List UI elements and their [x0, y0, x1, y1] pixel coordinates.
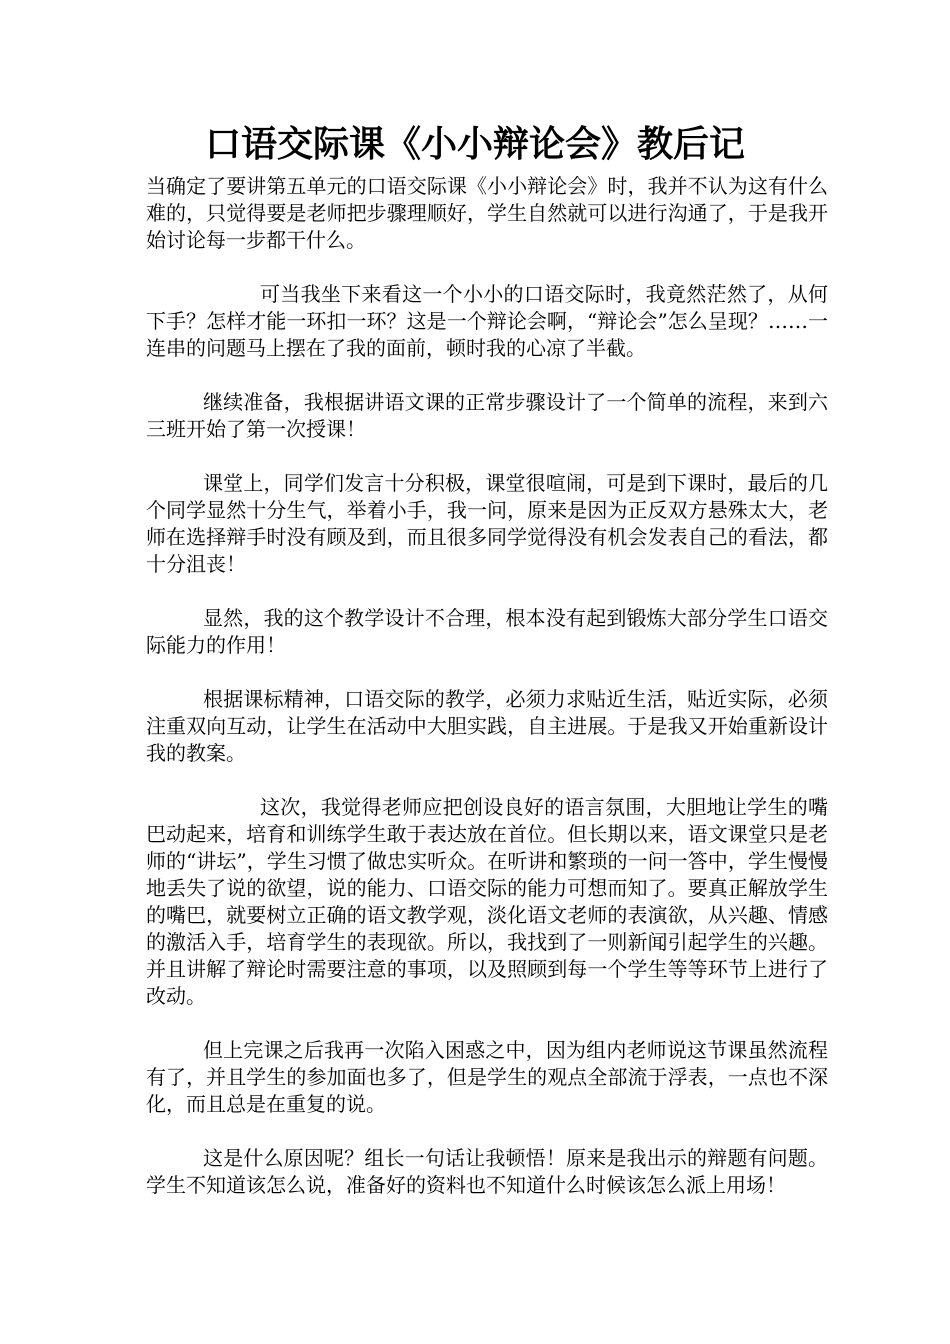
paragraph-9: 这是什么原因呢？组长一句话让我顿悟！原来是我出示的辩题有问题。学生不知道该怎么说，准备好的资料也不知道什么时候该怎么派上用场！	[146, 1146, 828, 1197]
paragraph-1: 当确定了要讲第五单元的口语交际课《小小辩论会》时，我并不认为这有什么难的，只觉得要是老师把步骤理顺好，学生自然就可以进行沟通了，于是我开始讨论每一步都干什么。	[146, 174, 828, 252]
document-title: 口语交际课《小小辩论会》教后记	[204, 124, 745, 165]
paragraph-3: 继续准备，我根据讲语文课的正常步骤设计了一个简单的流程，来到六三班开始了第一次授课！	[146, 390, 828, 441]
paragraph-7: 这次，我觉得老师应把创设良好的语言氛围，大胆地让学生的嘴巴动起来，培育和训练学生敢于表达放在首位。但长期以来，语文课堂只是老师的“讲坛”，学生习惯了做忠实听众。在听讲和繁琐的一问一答中，学生慢慢地丢失了说的欲望，说的能力、口语交际的能力可想而知了。要真正解放学生的嘴巴，就要树立正确的语文教学观，淡化语文老师的表演欲，从兴趣、情感的激活入手，培育学生的表现欲。所以，我找到了一则新闻引起学生的兴趣。并且讲解了辩论时需要注意的事项，以及照顾到每一个学生等等环节上进行了改动。	[146, 795, 828, 1008]
paragraph-6: 根据课标精神，口语交际的教学，必须力求贴近生活，贴近实际，必须注重双向互动，让学生在活动中大胆实践，自主进展。于是我又开始重新设计我的教案。	[146, 687, 828, 765]
document-body	[146, 173, 828, 1199]
paragraph-8: 但上完课之后我再一次陷入困惑之中，因为组内老师说这节课虽然流程有了，并且学生的参加面也多了，但是学生的观点全部流于浮表，一点也不深化，而且总是在重复的说。	[146, 1038, 828, 1116]
paragraph-5: 显然，我的这个教学设计不合理，根本没有起到锻炼大部分学生口语交际能力的作用！	[146, 606, 828, 657]
paragraph-4: 课堂上，同学们发言十分积极，课堂很喧闹，可是到下课时，最后的几个同学显然十分生气，举着小手，我一问，原来是因为正反双方悬殊太大，老师在选择辩手时没有顾及到，而且很多同学觉得没有机会发表自己的看法，都十分沮丧！	[146, 471, 828, 576]
paragraph-2: 可当我坐下来看这一个小小的口语交际时，我竟然茫然了，从何下手？怎样才能一环扣一环？这是一个辩论会啊，“辩论会”怎么呈现？……一连串的问题马上摆在了我的面前，顿时我的心凉了半截。	[146, 282, 828, 360]
